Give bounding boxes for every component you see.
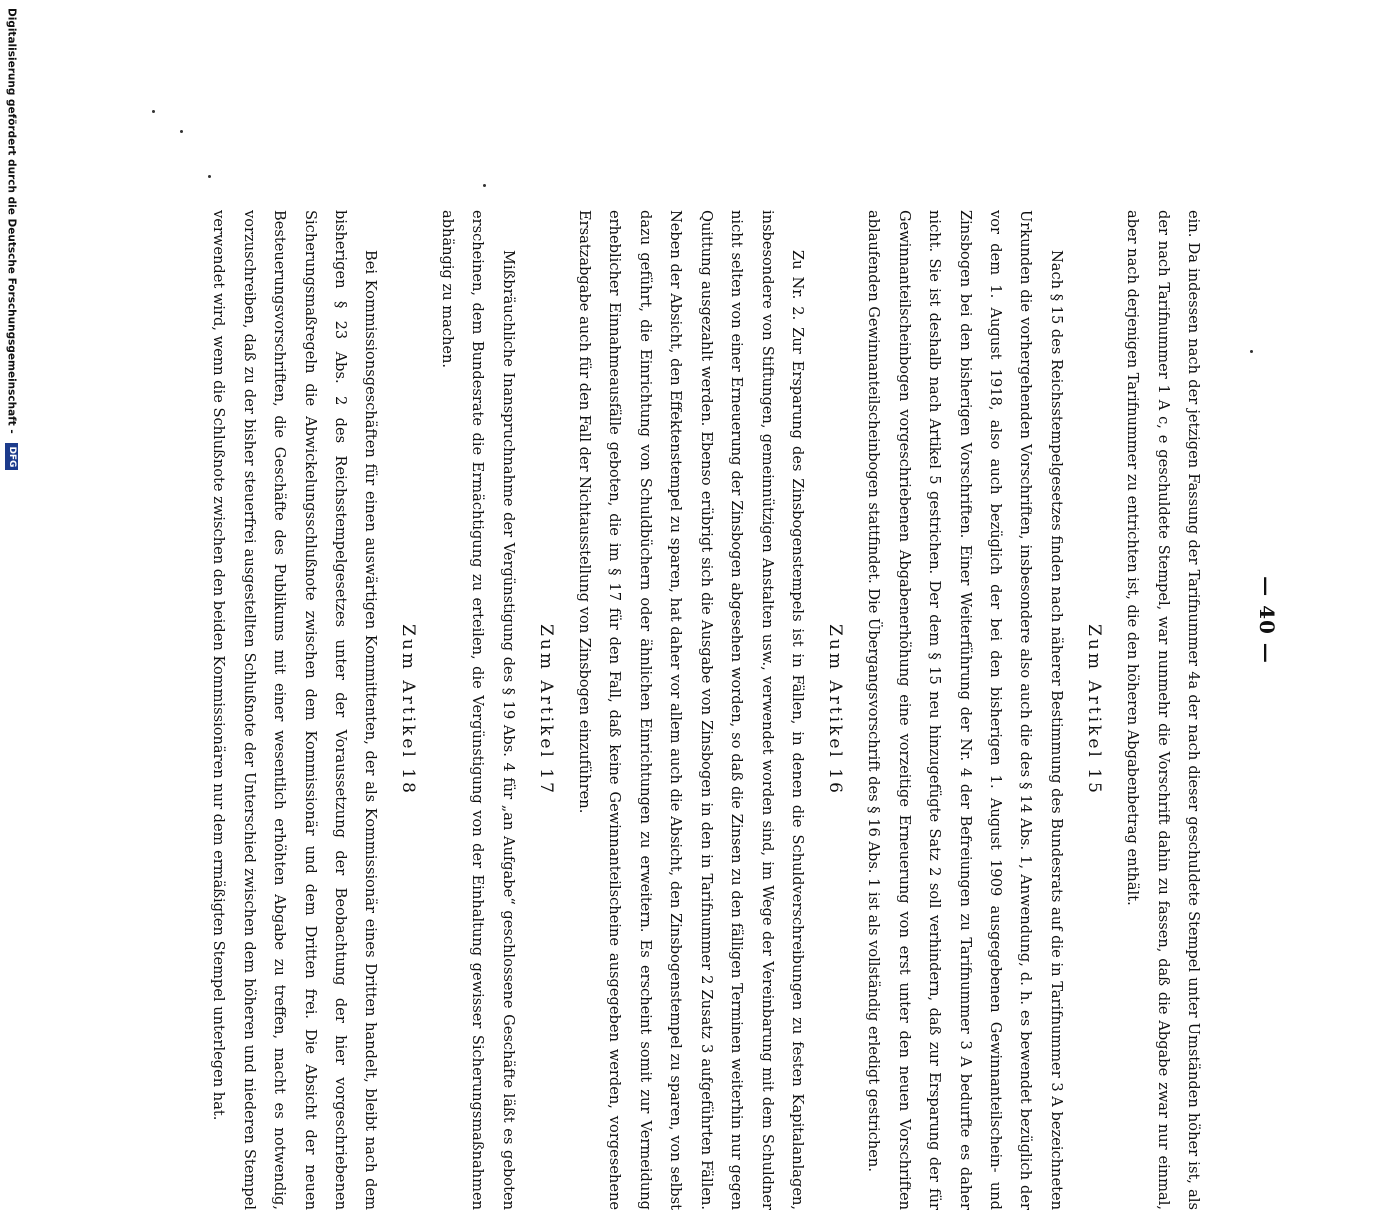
digitization-credit bbox=[5, 8, 18, 470]
section-heading-artikel-16: Zum Artikel 16 bbox=[824, 624, 845, 796]
page-number: — 40 — bbox=[1255, 576, 1279, 664]
scan-speck bbox=[180, 130, 183, 133]
page-text bbox=[203, 210, 1208, 1210]
scan-speck bbox=[208, 175, 211, 178]
scan-speck bbox=[483, 184, 486, 187]
paragraph-artikel-15: Nach § 15 des Reichsstempelgesetzes finden nach näherer Bestimmung des Bundesrats auf die in Tarifnummer 3 A bezeichneten Urkunden die vorhergehenden Vorschriften, insbesondere also auch die des § 14 Abs. 1, Anwendung, d. h. es bewendet bezüglich der vor dem 1. August 1918, also auch bezüglich der bei den bisherigen 1. August 1909 ausgegebenen Gewinnanteilschein- und Zinsbogen bei den bisherigen Vorschriften. Einer Weiterführung der Nr. 4 der Befreiungen zu Tarifnummer 3 A bedurfte es daher nicht. Sie ist deshalb nach Artikel 5 gestrichen. Der dem § 15 neu hinzugefügte Satz 2 soll verhindern, daß zur Ersparung der für Gewinnanteilscheinbogen vorgeschriebenen Abgabenerhöhung eine vorzeitige Erneuerung von erst unter den neuen Vorschriften ablaufenden Gewinnanteilscheinbogen stattfindet. Die Übergangsvorschrift des § 16 Abs. 1 ist als vollständig erledigt gestrichen. bbox=[865, 210, 1065, 1210]
paragraph-artikel-18: Bei Kommissionsgeschäften für einen auswärtigen Kommittenten, der als Kommissionär eines Dritten handelt, bleibt nach dem bisherigen § 23 Abs. 2 des Reichsstempelgesetzes unter der Voraussetzung der Beobachtung der hier vorgeschriebenen Sicherungsmaßregeln die Abwickelungsschlußnote zwischen dem Kommissionär und dem Dritten frei. Die Absicht der neuen Besteuerungsvorschriften, die Geschäfte des Publikums mit einer wesentlich erhöhten Abgabe zu treffen, macht es notwendig, vorzuschreiben, daß zu der bisher steuerfrei ausgestellten Schlußnote der Unterschied zwischen dem höheren und niederen Stempel verwendet wird, wenn die Schlußnote zwischen den beiden Kommissionären nur dem ermäßigten Stempel unterlegen hat. bbox=[210, 210, 380, 1210]
section-heading-artikel-15: Zum Artikel 15 bbox=[1083, 624, 1104, 796]
digitization-credit-text: Digitalisierung gefördert durch die Deutsche Forschungsgemeinschaft - bbox=[5, 8, 18, 434]
scan-speck bbox=[1250, 350, 1253, 353]
section-heading-artikel-18: Zum Artikel 18 bbox=[398, 624, 419, 796]
scan-speck bbox=[152, 110, 155, 113]
paragraph-artikel-17: Mißbräuchliche Inanspruchnahme der Vergünstigung des § 19 Abs. 4 für „an Aufgabe“ geschlossene Geschäfte läßt es geboten erscheinen, dem Bundesrate die Ermächtigung zu erteilen, die Vergünstigung von der Einhaltung gewisser Sicherungsmaßnahmen abhängig zu machen. bbox=[438, 210, 517, 1210]
paragraph-artikel-16: Zu Nr. 2. Zur Ersparung des Zinsbogenstempels ist in Fällen, in denen die Schuldverschreibungen zu festen Kapitalanlagen, insbesondere von Stiftungen, gemeinnützigen Anstalten usw., verwendet worden sind, im Wege der Vereinbarung mit dem Schuldner nicht selten von einer Erneuerung der Zinsbogen abgesehen worden, so daß die Zinsen zu den fälligen Terminen weiterhin nur gegen Quittung ausgezahlt werden. Ebenso erübrigt sich die Ausgabe von Zinsbogen in den in Tarifnummer 2 Zusatz 3 aufgeführten Fällen. Neben der Absicht, den Effektenstempel zu sparen, hat daher vor allem auch die Absicht, den Zinsbogenstempel zu sparen, von selbst dazu geführt, die Einrichtung von Schuldbüchern oder ähnlichen Einrichtungen zu erweitern. Es erscheint somit zur Vermeidung erheblicher Einnahmeausfälle geboten, die im § 17 für den Fall, daß keine Gewinnanteilscheine ausgegeben werden, vorgesehene Ersatzabgabe auch für den Fall der Nichtausstellung von Zinsbogen einzuführen. bbox=[576, 210, 806, 1210]
dfg-logo: DFG bbox=[5, 443, 18, 470]
paragraph-continuation: ein. Da indessen nach der jetzigen Fassung der Tarifnummer 4a der nach dieser geschuldete Stempel unter Umständen höher ist, als der nach Tarifnummer 1 A c, e geschuldete Stempel, war nunmehr die Vorschrift dahin zu fassen, daß die Abgabe zwar nur einmal, aber nach derjenigen Tarifnummer zu entrichten ist, die den höheren Abgabenbetrag enthält. bbox=[1124, 210, 1202, 1210]
section-heading-artikel-17: Zum Artikel 17 bbox=[535, 624, 556, 796]
